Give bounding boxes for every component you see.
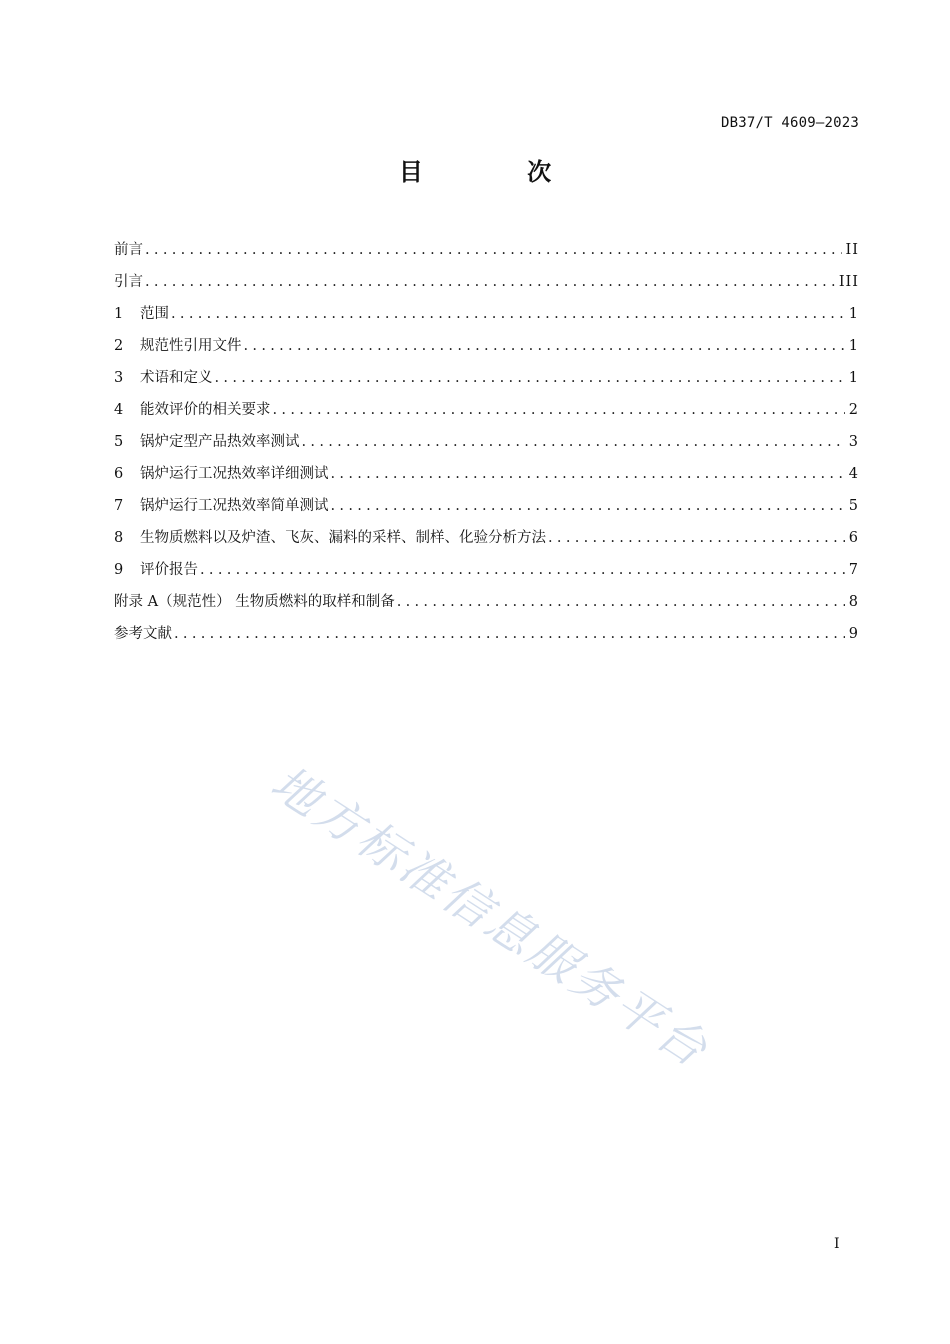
toc-entry-foreword[interactable] (114, 238, 859, 270)
toc-entry-page: 8 (848, 594, 859, 610)
toc-entry-terms-definitions[interactable] (114, 366, 859, 398)
toc-entry-detailed-operating-test[interactable] (114, 462, 859, 494)
toc-dot-leader (244, 334, 845, 358)
toc-entry-label: 附录 A（规范性） 生物质燃料的取样和制备 (114, 594, 395, 610)
toc-dot-leader (174, 622, 845, 646)
toc-entry-evaluation-report[interactable] (114, 558, 859, 590)
toc-dot-leader (200, 558, 845, 582)
toc-entry-number: 8 (114, 530, 124, 546)
toc-dot-leader (331, 462, 845, 486)
toc-entry-label: 术语和定义 (140, 370, 213, 386)
toc-entry-label: 前言 (114, 242, 143, 258)
toc-entry-page: 1 (848, 370, 859, 386)
toc-entry-label: 生物质燃料以及炉渣、飞灰、漏料的采样、制样、化验分析方法 (140, 530, 546, 546)
toc-entry-appendix-a[interactable] (114, 590, 859, 622)
toc-entry-number: 7 (114, 498, 124, 514)
toc-entry-label: 引言 (114, 274, 143, 290)
table-of-contents (114, 238, 859, 654)
toc-dot-leader (397, 590, 845, 614)
toc-entry-page: 9 (848, 626, 859, 642)
toc-entry-label: 规范性引用文件 (140, 338, 242, 354)
toc-entry-product-efficiency-test[interactable] (114, 430, 859, 462)
toc-entry-sampling-analysis[interactable] (114, 526, 859, 558)
toc-dot-leader (302, 430, 845, 454)
toc-entry-label: 锅炉定型产品热效率测试 (140, 434, 300, 450)
toc-entry-label: 能效评价的相关要求 (140, 402, 271, 418)
toc-dot-leader (171, 302, 845, 326)
document-code: DB37/T 4609—2023 (720, 115, 859, 131)
toc-entry-page: 1 (848, 338, 859, 354)
toc-entry-evaluation-requirements[interactable] (114, 398, 859, 430)
toc-entry-introduction[interactable] (114, 270, 859, 302)
toc-dot-leader (548, 526, 845, 550)
toc-entry-label: 评价报告 (140, 562, 198, 578)
toc-entry-label: 范围 (140, 306, 169, 322)
toc-entry-page: 1 (848, 306, 859, 322)
toc-entry-page: 2 (848, 402, 859, 418)
toc-entry-number: 2 (114, 338, 124, 354)
toc-entry-number: 4 (114, 402, 124, 418)
toc-entry-number: 9 (114, 562, 124, 578)
toc-entry-number: 5 (114, 434, 124, 450)
toc-entry-label: 锅炉运行工况热效率详细测试 (140, 466, 329, 482)
toc-entry-label: 锅炉运行工况热效率简单测试 (140, 498, 329, 514)
watermark: 地方标准信息服务平台 (261, 755, 719, 1080)
toc-entry-page: 4 (848, 466, 859, 482)
toc-entry-page: III (838, 274, 859, 290)
toc-dot-leader (273, 398, 845, 422)
toc-dot-leader (145, 238, 842, 262)
toc-entry-normative-references[interactable] (114, 334, 859, 366)
toc-entry-number: 6 (114, 466, 124, 482)
toc-dot-leader (215, 366, 845, 390)
toc-dot-leader (145, 270, 835, 294)
page-number: I (834, 1236, 840, 1252)
toc-entry-page: II (845, 242, 859, 258)
toc-entry-number: 1 (114, 306, 124, 322)
toc-entry-number: 3 (114, 370, 124, 386)
toc-entry-page: 7 (848, 562, 859, 578)
toc-entry-label: 参考文献 (114, 626, 172, 642)
toc-entry-simple-operating-test[interactable] (114, 494, 859, 526)
toc-entry-page: 6 (848, 530, 859, 546)
toc-entry-bibliography[interactable] (114, 622, 859, 654)
toc-entry-page: 5 (848, 498, 859, 514)
toc-dot-leader (331, 494, 845, 518)
toc-entry-scope[interactable] (114, 302, 859, 334)
toc-entry-page: 3 (848, 434, 859, 450)
page-title: 目 次 (398, 158, 600, 186)
